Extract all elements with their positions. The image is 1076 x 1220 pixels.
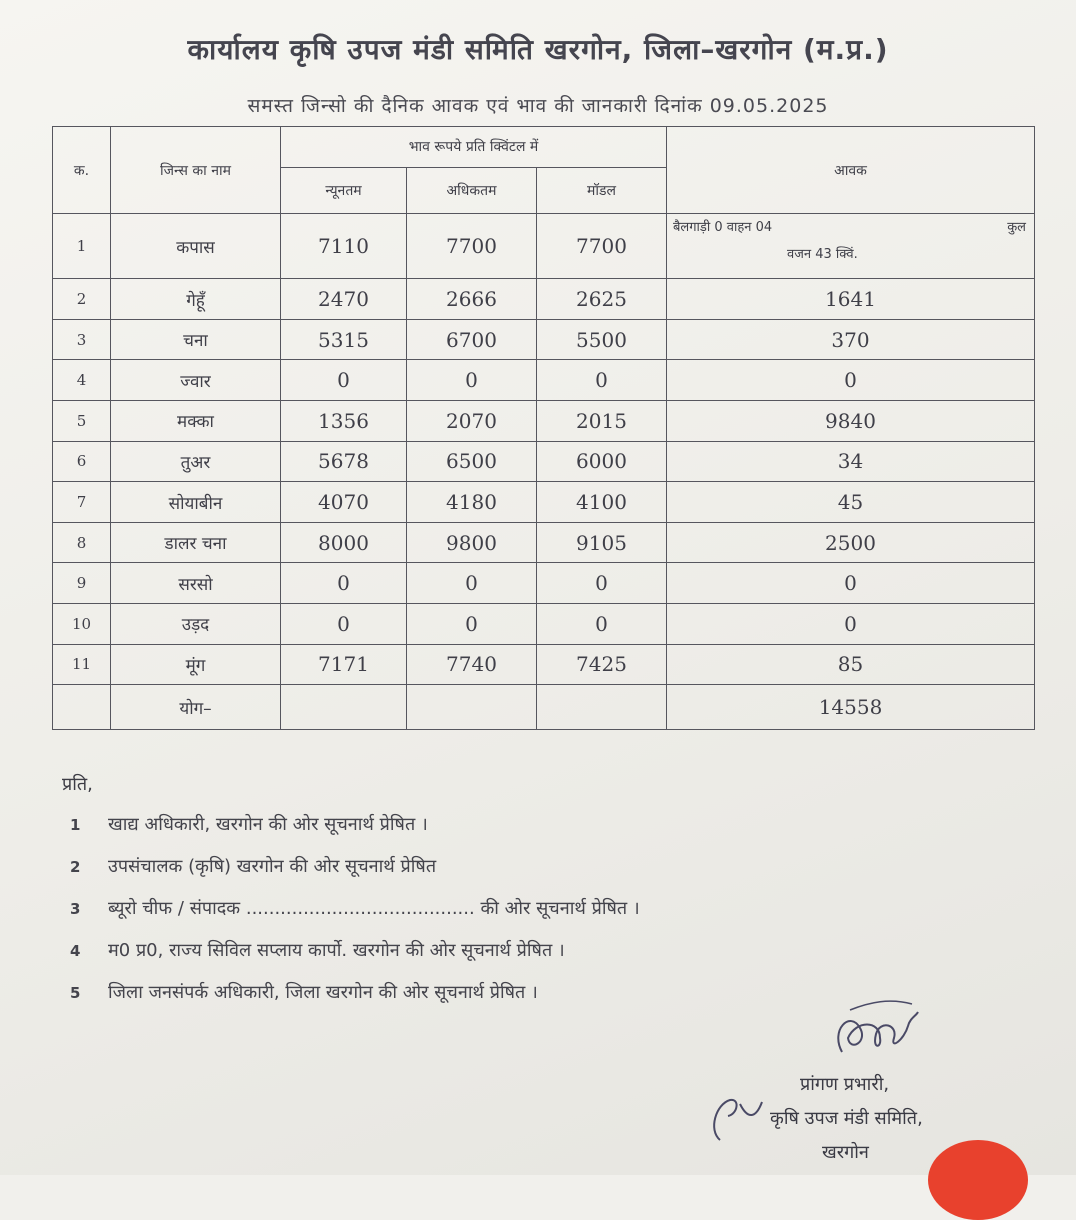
total-serial-cell [53, 685, 111, 730]
signatory-designation: प्रांगण प्रभारी, [800, 1074, 890, 1095]
recipient-item [60, 890, 960, 932]
max-price-cell: 6700 [407, 319, 537, 360]
min-price-cell: 8000 [281, 522, 407, 563]
commodity-name-cell: चना [111, 319, 281, 360]
modal-price-cell: 9105 [537, 522, 667, 563]
total-row [53, 685, 1035, 730]
table-row [53, 604, 1035, 645]
table-row [53, 279, 1035, 320]
table-row [53, 360, 1035, 401]
header-serial: क. [53, 127, 111, 214]
max-price-cell: 2070 [407, 401, 537, 442]
min-price-cell: 0 [281, 604, 407, 645]
min-price-cell: 0 [281, 563, 407, 604]
recipient-number: 4 [70, 942, 81, 960]
min-price-cell: 5678 [281, 441, 407, 482]
serial-cell: 7 [53, 482, 111, 523]
serial-cell: 10 [53, 604, 111, 645]
commodity-name-cell: मक्का [111, 401, 281, 442]
arrival-cell: 1641 [667, 279, 1035, 320]
arrival-cell: 34 [667, 441, 1035, 482]
recipient-list [60, 806, 960, 1016]
header-max: अधिकतम [407, 167, 537, 214]
arrival-cell: 9840 [667, 401, 1035, 442]
max-price-cell: 0 [407, 604, 537, 645]
header-price-group: भाव रूपये प्रति क्विंटल में [281, 127, 667, 168]
modal-price-cell: 5500 [537, 319, 667, 360]
max-price-cell: 0 [407, 360, 537, 401]
modal-price-cell: 7425 [537, 644, 667, 685]
serial-cell: 9 [53, 563, 111, 604]
distribution-label: प्रति, [62, 774, 93, 795]
arrival-cell [667, 214, 1035, 279]
max-price-cell: 4180 [407, 482, 537, 523]
min-price-cell: 0 [281, 360, 407, 401]
max-price-cell: 7700 [407, 214, 537, 279]
recipient-number: 1 [70, 816, 81, 834]
modal-price-cell: 4100 [537, 482, 667, 523]
initials-mark [700, 1090, 780, 1150]
arrival-cell: 0 [667, 604, 1035, 645]
min-price-cell: 4070 [281, 482, 407, 523]
serial-cell: 11 [53, 644, 111, 685]
table-row [53, 482, 1035, 523]
signature-image [820, 990, 930, 1070]
total-empty-cell [537, 685, 667, 730]
commodity-name-cell: गेहूँ [111, 279, 281, 320]
modal-price-cell: 0 [537, 563, 667, 604]
recipient-item [60, 932, 960, 974]
min-price-cell: 5315 [281, 319, 407, 360]
serial-cell: 8 [53, 522, 111, 563]
modal-price-cell: 0 [537, 360, 667, 401]
header-commodity: जिन्स का नाम [111, 127, 281, 214]
commodity-name-cell: ज्वार [111, 360, 281, 401]
table-row [53, 214, 1035, 279]
commodity-name-cell: उड़द [111, 604, 281, 645]
recipient-text: जिला जनसंपर्क अधिकारी, जिला खरगोन की ओर सूचनार्थ प्रेषित । [108, 982, 538, 1003]
commodity-name-cell: तुअर [111, 441, 281, 482]
header-arrival: आवक [667, 127, 1035, 214]
table-row [53, 563, 1035, 604]
min-price-cell: 2470 [281, 279, 407, 320]
arrival-cell: 85 [667, 644, 1035, 685]
total-label: योग– [111, 685, 281, 730]
max-price-cell: 0 [407, 563, 537, 604]
total-value: 14558 [667, 685, 1035, 730]
min-price-cell: 7110 [281, 214, 407, 279]
signatory-place: खरगोन [822, 1142, 869, 1163]
rates-arrivals-table [52, 126, 1035, 730]
total-empty-cell [281, 685, 407, 730]
table-row [53, 319, 1035, 360]
min-price-cell: 1356 [281, 401, 407, 442]
commodity-name-cell: सोयाबीन [111, 482, 281, 523]
recipient-text: उपसंचालक (कृषि) खरगोन की ओर सूचनार्थ प्रेषित [108, 856, 437, 877]
max-price-cell: 6500 [407, 441, 537, 482]
arrival-cell: 0 [667, 563, 1035, 604]
recipient-number: 5 [70, 984, 81, 1002]
serial-cell: 1 [53, 214, 111, 279]
serial-cell: 5 [53, 401, 111, 442]
arrival-cell: 0 [667, 360, 1035, 401]
arrival-cell: 2500 [667, 522, 1035, 563]
recipient-item [60, 848, 960, 890]
max-price-cell: 9800 [407, 522, 537, 563]
report-subtitle: समस्त जिन्सो की दैनिक आवक एवं भाव की जानकारी दिनांक 09.05.2025 [247, 95, 829, 117]
total-empty-cell [407, 685, 537, 730]
modal-price-cell: 2625 [537, 279, 667, 320]
commodity-name-cell: सरसो [111, 563, 281, 604]
header-min: न्यूनतम [281, 167, 407, 214]
table-row [53, 644, 1035, 685]
max-price-cell: 7740 [407, 644, 537, 685]
arrival-vehicles: बैलगाड़ी 0 वाहन 04 [673, 220, 773, 236]
commodity-name-cell: मूंग [111, 644, 281, 685]
serial-cell: 2 [53, 279, 111, 320]
modal-price-cell: 7700 [537, 214, 667, 279]
recipient-text: ब्यूरो चीफ / संपादक ........................................ की ओर सूचनार्थ प्रेषित । [108, 898, 640, 919]
min-price-cell: 7171 [281, 644, 407, 685]
recipient-text: खाद्य अधिकारी, खरगोन की ओर सूचनार्थ प्रेषित । [108, 814, 428, 835]
arrival-weight: वजन 43 क्विं. [787, 247, 858, 263]
header-modal: मॉडल [537, 167, 667, 214]
recipient-item [60, 806, 960, 848]
commodity-name-cell: कपास [111, 214, 281, 279]
arrival-total-label: कुल [1007, 220, 1026, 236]
serial-cell: 4 [53, 360, 111, 401]
recipient-number: 2 [70, 858, 81, 876]
serial-cell: 3 [53, 319, 111, 360]
signatory-organisation: कृषि उपज मंडी समिति, [770, 1108, 923, 1129]
modal-price-cell: 0 [537, 604, 667, 645]
modal-price-cell: 6000 [537, 441, 667, 482]
modal-price-cell: 2015 [537, 401, 667, 442]
recipient-text: म0 प्र0, राज्य सिविल सप्लाय कार्पो. खरगोन की ओर सूचनार्थ प्रेषित । [108, 940, 565, 961]
table-row [53, 522, 1035, 563]
table-row [53, 441, 1035, 482]
recipient-number: 3 [70, 900, 81, 918]
serial-cell: 6 [53, 441, 111, 482]
arrival-cell: 45 [667, 482, 1035, 523]
arrival-cell: 370 [667, 319, 1035, 360]
commodity-name-cell: डालर चना [111, 522, 281, 563]
table-row [53, 401, 1035, 442]
office-title: कार्यालय कृषि उपज मंडी समिति खरगोन, जिला–खरगोन (म.प्र.) [187, 33, 889, 66]
max-price-cell: 2666 [407, 279, 537, 320]
red-stamp-mark [928, 1140, 1028, 1220]
